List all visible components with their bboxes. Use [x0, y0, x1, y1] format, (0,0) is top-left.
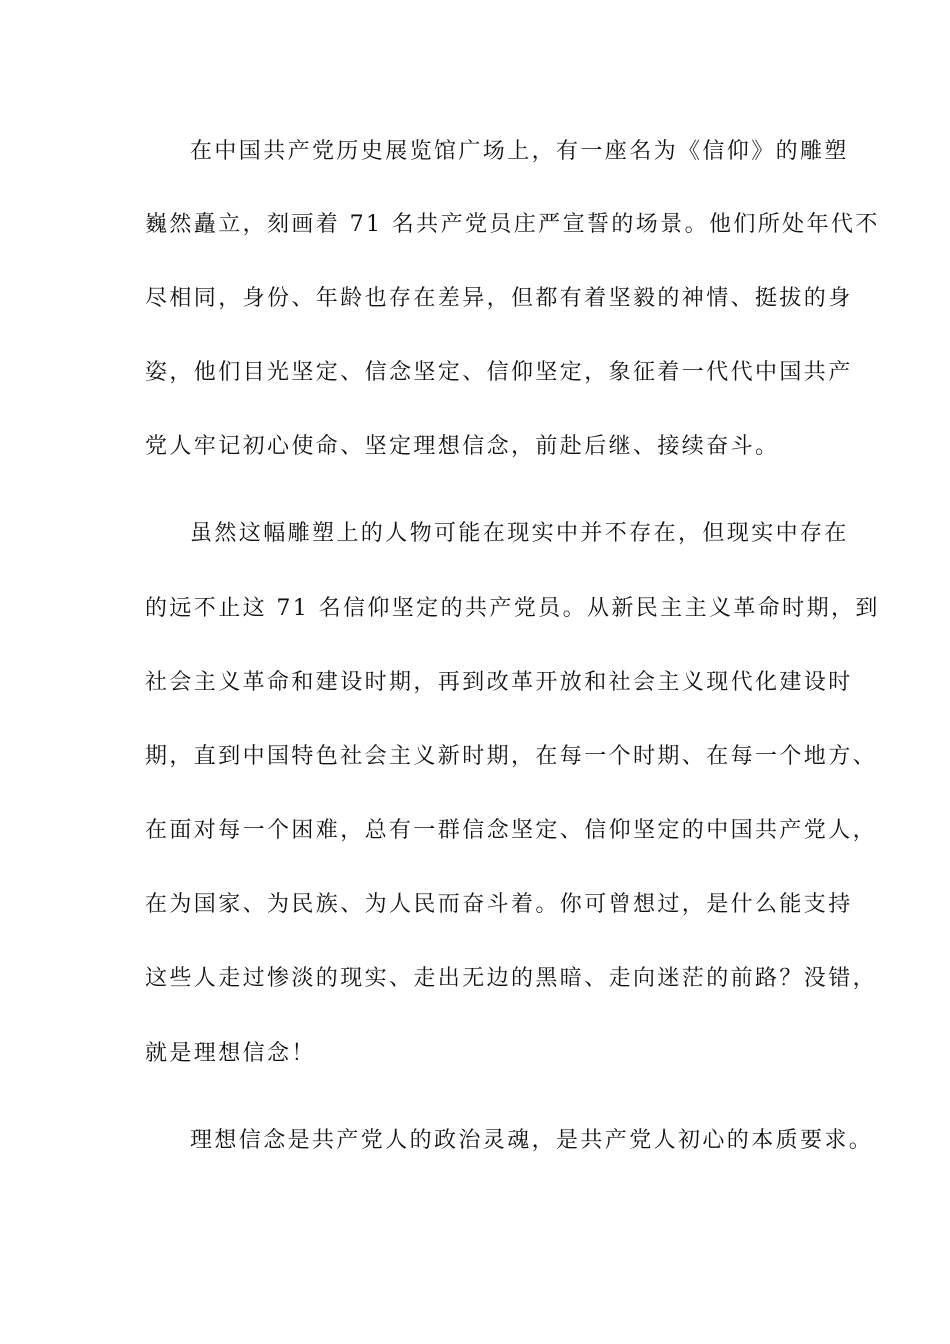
text-line: 就是理想信念！	[145, 1041, 316, 1066]
text-line: 社会主义革命和建设时期，再到改革开放和社会主义现代化建设时	[145, 670, 853, 695]
text-line: 的远不止这 71 名信仰坚定的共产党员。从新民主主义革命时期，到	[145, 596, 880, 621]
text-line: 虽然这幅雕塑上的人物可能在现实中并不存在，但现实中存在	[190, 521, 849, 546]
text-line: 在为国家、为民族、为人民而奋斗着。你可曾想过，是什么能支持	[145, 892, 853, 917]
text-line: 在中国共产党历史展览馆广场上，有一座名为《信仰》的雕塑	[190, 139, 849, 164]
text-line: 巍然矗立，刻画着 71 名共产党员庄严宣誓的场景。他们所处年代不	[145, 212, 880, 237]
text-line: 理想信念是共产党人的政治灵魂，是共产党人初心的本质要求。	[190, 1128, 874, 1153]
text-line: 这些人走过惨淡的现实、走出无边的黑暗、走向迷茫的前路？没错，	[145, 966, 878, 991]
text-line: 尽相同，身份、年龄也存在差异，但都有着坚毅的神情、挺拔的身	[145, 286, 853, 311]
text-line: 在面对每一个困难，总有一群信念坚定、信仰坚定的中国共产党人，	[145, 818, 878, 843]
text-line: 姿，他们目光坚定、信念坚定、信仰坚定，象征着一代代中国共产	[145, 360, 853, 385]
text-line: 期，直到中国特色社会主义新时期，在每一个时期、在每一个地方、	[145, 744, 878, 769]
text-line: 党人牢记初心使命、坚定理想信念，前赴后继、接续奋斗。	[145, 434, 780, 459]
